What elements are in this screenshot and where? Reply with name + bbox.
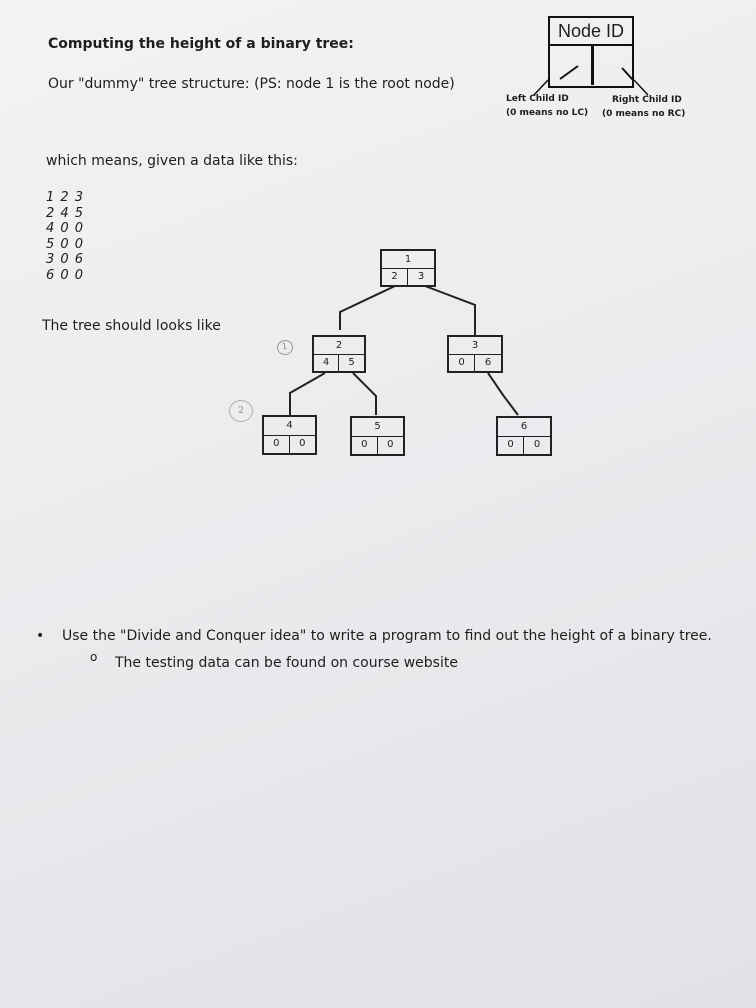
tree-caption: The tree should looks like <box>42 318 221 334</box>
data-intro-text: which means, given a data like this: <box>46 153 298 169</box>
page-title: Computing the height of a binary tree: <box>48 36 354 52</box>
edge-1-3 <box>425 286 475 335</box>
tree-node-4 <box>262 415 317 455</box>
edge-3-6 <box>488 373 518 415</box>
tree-node-3 <box>447 335 503 373</box>
data-line: 5 0 0 <box>46 236 85 252</box>
node-left-child: 4 <box>314 354 339 371</box>
node-right-child: 0 <box>533 439 541 450</box>
task-text: Use the "Divide and Conquer idea" to write a program to find out the height of a binary tree. <box>62 628 712 644</box>
legend-right-child-label: Right Child ID <box>612 95 682 105</box>
node-right-child: 0 <box>299 438 306 449</box>
legend-left-pointer <box>560 66 578 79</box>
node-right-child: 3 <box>417 271 425 282</box>
data-line: 1 2 3 <box>46 190 85 205</box>
node-left-child: 0 <box>352 436 378 454</box>
legend-right-pointer <box>622 68 633 80</box>
node-right-child: 6 <box>484 357 492 368</box>
handwritten-level-2-mark: 2 <box>229 400 253 422</box>
node-left-child: 2 <box>382 268 408 285</box>
data-line: 4 0 0 <box>46 221 85 237</box>
legend-right-child-note: (0 means no RC) <box>602 109 686 119</box>
legend-left-child-label: Left Child ID <box>506 94 569 104</box>
node-right-child: 5 <box>348 357 355 368</box>
node-left-child: 0 <box>264 435 290 453</box>
node-left-child: 0 <box>498 436 524 454</box>
data-line: 6 0 0 <box>46 267 85 283</box>
node-id: 1 <box>382 251 434 269</box>
node-id: 6 <box>498 418 550 437</box>
edge-2-4 <box>290 373 325 415</box>
tree-node-2 <box>312 335 366 373</box>
edge-2-5 <box>353 373 376 415</box>
bullet-icon: • <box>36 628 45 644</box>
intro-text: Our "dummy" tree structure: (PS: node 1 is the root node) <box>48 76 455 92</box>
legend-right-leader <box>634 80 648 95</box>
data-line: 2 4 5 <box>46 205 85 221</box>
tree-node-1 <box>380 249 436 287</box>
tree-node-5 <box>350 416 405 456</box>
node-id: 5 <box>352 418 403 437</box>
node-id: 4 <box>264 417 315 436</box>
subtask-text: The testing data can be found on course website <box>115 655 458 671</box>
edge-1-2 <box>340 286 395 330</box>
sub-bullet-icon: o <box>90 650 98 664</box>
legend-node-id: Node ID <box>550 18 632 46</box>
node-left-child: 0 <box>449 354 475 371</box>
node-id: 3 <box>449 337 501 355</box>
data-line: 3 0 6 <box>46 252 85 268</box>
legend-left-child-note: (0 means no LC) <box>506 108 589 118</box>
tree-node-6 <box>496 416 552 456</box>
handwritten-level-1-mark: 1 <box>276 339 295 357</box>
node-id: 2 <box>314 337 364 355</box>
node-right-child: 0 <box>387 439 394 450</box>
legend-left-leader <box>534 80 548 95</box>
